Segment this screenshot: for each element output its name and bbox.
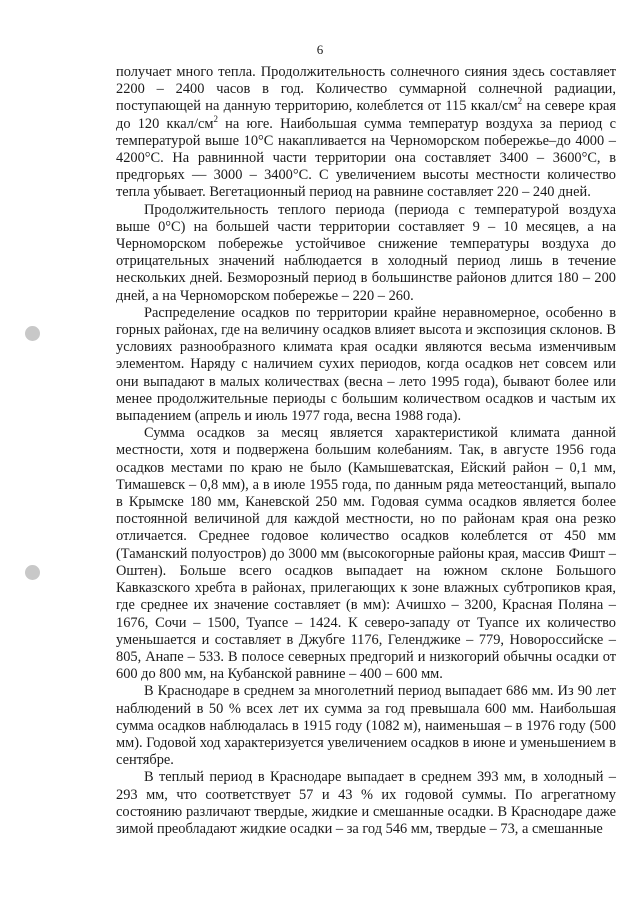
- punch-hole-mark: [25, 565, 40, 580]
- superscript: 2: [213, 113, 218, 124]
- paragraph: Продолжительность теплого периода (периода с температурой воздуха выше 0°С) на большей части территории составляет 9 – 10 месяцев, а на Черноморском побережье устойчивое снижение температуры воздуха до отрицательных значений наблюдается в холодный период лишь в течение нескольких дней. Безморозный период в большинстве районов длится 180 – 200 дней, а на Черноморском побережье – 220 – 260.: [116, 201, 616, 304]
- superscript: 2: [517, 96, 523, 107]
- paragraph: получает много тепла. Продолжительность солнечного сияния здесь составляет 2200 – 2400 часов в год. Количество суммарной солнечной радиации, поступающей на данную территорию, колеблется от 115 ккал/$см^2$ на севере края до 120 ккал/$см^2$ на юге. Наибольшая сумма температур воздуха за период с температурой выше 10°С накапливается на Черноморском побережье–до 4000 – 4200°С. На равнинной части территории она составляет 3400 – 3600°С, в предгорьях — 3000 – 3400°С. С увеличением высоты местности количество тепла убывает. Вегетационный период на равнине составляет 220 – 240 дней.: [116, 64, 616, 201]
- paragraph: Сумма осадков за месяц является характеристикой климата данной местности, хотя и подвержена большим колебаниям. Так, в августе 1956 года осадков местами по краю не было (Камышеватская, Ейский район – 0,1 мм, Тимашевск – 0,8 мм), а в июле 1955 года, по данным ряда метеостанций, выпало в Крымске 180 мм, Каневской 250 мм. Годовая сумма осадков является более постоянной величиной для каждой местности, но по районам края она резко отличается. Среднее годовое количество осадков колеблется от 450 мм (Таманский полуостров) до 3000 мм (высокогорные районы края, массив Фишт – Оштен). Больше всего осадков выпадает на южном склоне Большого Кавказского хребта в районах, прилегающих к зоне влажных субтропиков края, где среднее их значение составляет (в мм): Ачишхо – 3200, Красная Поляна – 1676, Сочи – 1500, Туапсе – 1424. К северо-западу от Туапсе их количество уменьшается и составляет в Джубге 1176, Геленджике – 779, Новороссийске – 805, Анапе – 533. В полосе северных предгорий и низкогорий обычны осадки от 600 до 800 мм, на Кубанской равнине – 400 – 600 мм.: [116, 425, 616, 683]
- paragraph: Распределение осадков по территории крайне неравномерное, особенно в горных районах, где на величину осадков влияет высота и экспозиция склонов. В условиях разнообразного климата края осадки являются весьма изменчивым элементом. Наряду с наличием сухих периодов, когда осадков нет совсем или они выпадают в малых количествах (весна – лето 1995 года), бывают более или менее продолжительные периоды с большим количеством осадков и частым их выпадением (апрель и июль 1977 года, весна 1988 года).: [116, 304, 616, 425]
- paragraph: В Краснодаре в среднем за многолетний период выпадает 686 мм. Из 90 лет наблюдений в 50 % всех лет их сумма за год превышала 600 мм. Наибольшая сумма осадков наблюдалась в 1915 году (1082 м), наименьшая – в 1976 году (500 мм). Годовой ход характеризуется увеличением осадков в июне и уменьшением в сентябре.: [116, 683, 616, 769]
- punch-hole-mark: [25, 326, 40, 341]
- paragraph: В теплый период в Краснодаре выпадает в среднем 393 мм, в холодный – 293 мм, что соответствует 57 и 43 % их годовой суммы. По агрегатному состоянию различают твердые, жидкие и смешанные осадки. В Краснодаре даже зимой преобладают жидкие осадки – за год 546 мм, твердые – 73, а смешанные: [116, 769, 616, 837]
- body-text: [116, 64, 616, 838]
- page-number: 6: [316, 42, 324, 57]
